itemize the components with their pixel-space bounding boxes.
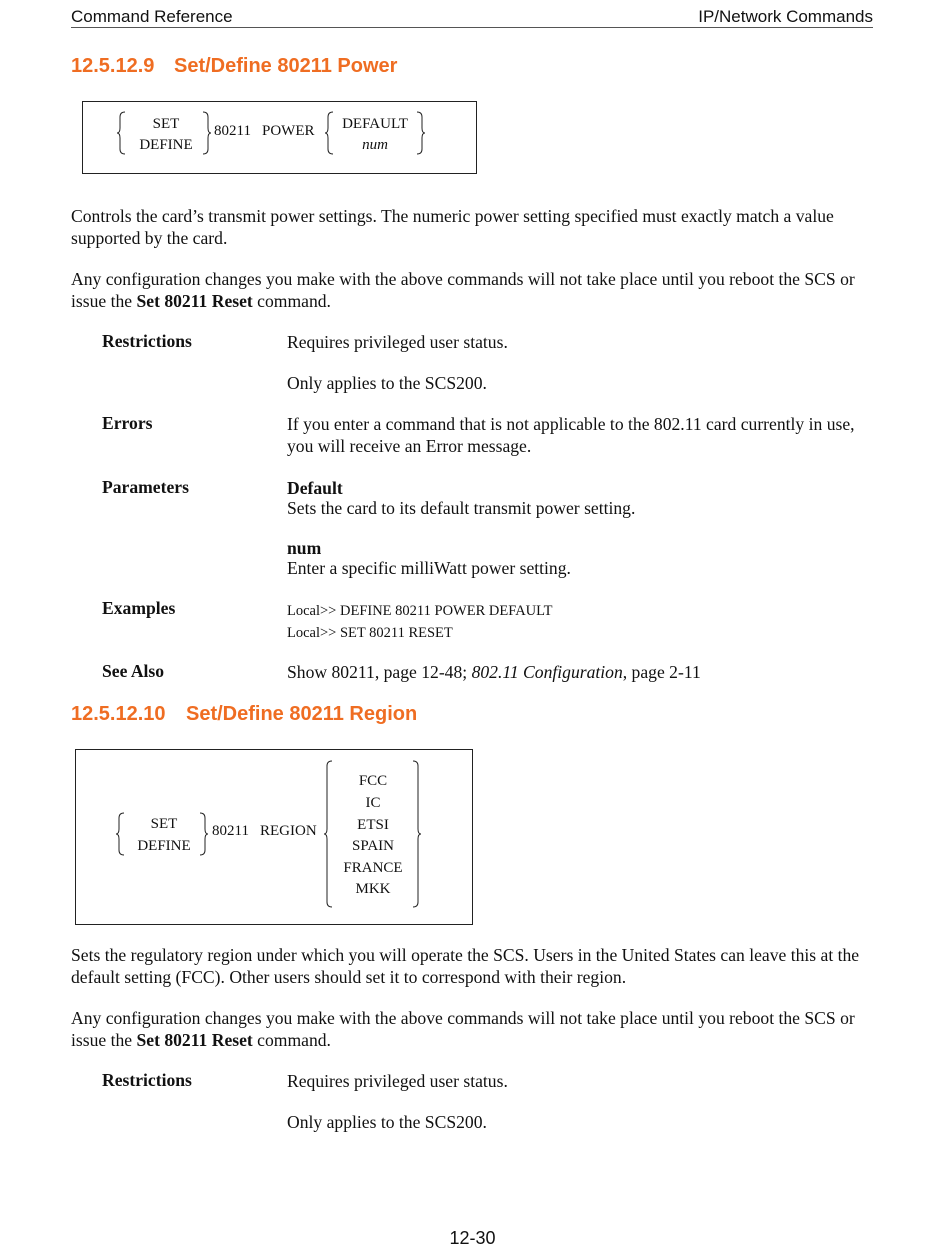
syntax-keyword-80211: 80211 bbox=[212, 823, 249, 839]
syntax-option-etsi: ETSI bbox=[357, 817, 389, 833]
note-command: Set 80211 Reset bbox=[136, 291, 253, 311]
restrictions-text: Only applies to the SCS200. bbox=[287, 1112, 487, 1132]
left-brace-icon bbox=[116, 812, 126, 856]
note-text-end: command. bbox=[252, 1030, 331, 1050]
note-text: Any configuration changes you make with the above commands will not take place until you reboot the SCS or issue the bbox=[71, 269, 855, 311]
see-also-link[interactable]: Show 80211, page 12-48; bbox=[287, 662, 472, 682]
left-brace-icon bbox=[325, 111, 335, 155]
section-number: 12.5.12.9 bbox=[71, 55, 155, 77]
syntax-keyword-80211: 80211 bbox=[214, 123, 251, 139]
right-brace-icon bbox=[411, 760, 421, 908]
errors-label: Errors bbox=[102, 413, 153, 433]
section-number: 12.5.12.10 bbox=[71, 703, 166, 725]
note-text-end: command. bbox=[252, 291, 331, 311]
description-power: Controls the card’s transmit power settings. The numeric power setting specified must exactly match a value supported by the card. bbox=[71, 206, 834, 248]
restrictions-text: Only applies to the SCS200. bbox=[287, 373, 487, 393]
syntax-verb-set: SET bbox=[152, 116, 180, 132]
note-text: Any configuration changes you make with the above commands will not take place until you reboot the SCS or issue the bbox=[71, 1008, 855, 1050]
syntax-option-default: DEFAULT bbox=[342, 116, 408, 132]
syntax-option-fcc: FCC bbox=[358, 773, 388, 789]
restrictions-label: Restrictions bbox=[102, 331, 192, 351]
section-title: Set/Define 80211 Region bbox=[186, 703, 418, 725]
syntax-option-spain: SPAIN bbox=[352, 838, 394, 854]
syntax-verb-define: DEFINE bbox=[139, 137, 193, 153]
examples-label: Examples bbox=[102, 598, 176, 618]
left-brace-icon bbox=[324, 760, 334, 908]
see-also-label: See Also bbox=[102, 661, 165, 681]
syntax-option-num: num bbox=[362, 137, 388, 153]
right-brace-icon bbox=[415, 111, 425, 155]
parameter-name: num bbox=[287, 538, 322, 558]
running-header-right: IP/Network Commands bbox=[698, 7, 873, 26]
example-command: Local>> SET 80211 RESET bbox=[287, 625, 453, 641]
syntax-keyword-region: REGION bbox=[260, 823, 317, 839]
section-heading-power bbox=[71, 55, 397, 78]
parameter-description: Sets the card to its default transmit power setting. bbox=[287, 498, 636, 518]
reboot-note-region bbox=[71, 1007, 876, 1051]
parameter-name: Default bbox=[287, 478, 343, 498]
syntax-option-france: FRANCE bbox=[343, 860, 403, 876]
syntax-option-mkk: MKK bbox=[355, 881, 391, 897]
syntax-verb-define: DEFINE bbox=[137, 838, 191, 854]
restrictions-label: Restrictions bbox=[102, 1070, 192, 1090]
errors-text: If you enter a command that is not applicable to the 802.11 card currently in use, you will receive an Error message. bbox=[287, 414, 855, 456]
syntax-box-power bbox=[82, 101, 477, 174]
reboot-note-power bbox=[71, 268, 876, 312]
section-title: Set/Define 80211 Power bbox=[174, 55, 398, 77]
running-header-left: Command Reference bbox=[71, 7, 233, 26]
header-rule bbox=[71, 27, 873, 28]
see-also-page: , page 2-11 bbox=[622, 662, 701, 682]
parameters-label: Parameters bbox=[102, 477, 189, 497]
note-command: Set 80211 Reset bbox=[136, 1030, 253, 1050]
page-number: 12-30 bbox=[449, 1228, 496, 1248]
restrictions-text: Requires privileged user status. bbox=[287, 1071, 508, 1091]
restrictions-text: Requires privileged user status. bbox=[287, 332, 508, 352]
left-brace-icon bbox=[117, 111, 127, 155]
syntax-option-ic: IC bbox=[365, 795, 381, 811]
description-region: Sets the regulatory region under which you will operate the SCS. Users in the United States can leave this at the default setting (FCC). Other users should set it to correspond with their region. bbox=[71, 945, 860, 987]
example-command: Local>> DEFINE 80211 POWER DEFAULT bbox=[287, 603, 553, 619]
syntax-keyword-power: POWER bbox=[262, 123, 315, 139]
see-also-text bbox=[287, 661, 877, 683]
right-brace-icon bbox=[201, 111, 211, 155]
syntax-box-region bbox=[75, 749, 473, 925]
see-also-link[interactable]: 802.11 Configuration bbox=[471, 662, 623, 682]
section-heading-region bbox=[71, 703, 417, 726]
right-brace-icon bbox=[198, 812, 208, 856]
parameter-description: Enter a specific milliWatt power setting. bbox=[287, 558, 571, 578]
syntax-verb-set: SET bbox=[150, 816, 178, 832]
